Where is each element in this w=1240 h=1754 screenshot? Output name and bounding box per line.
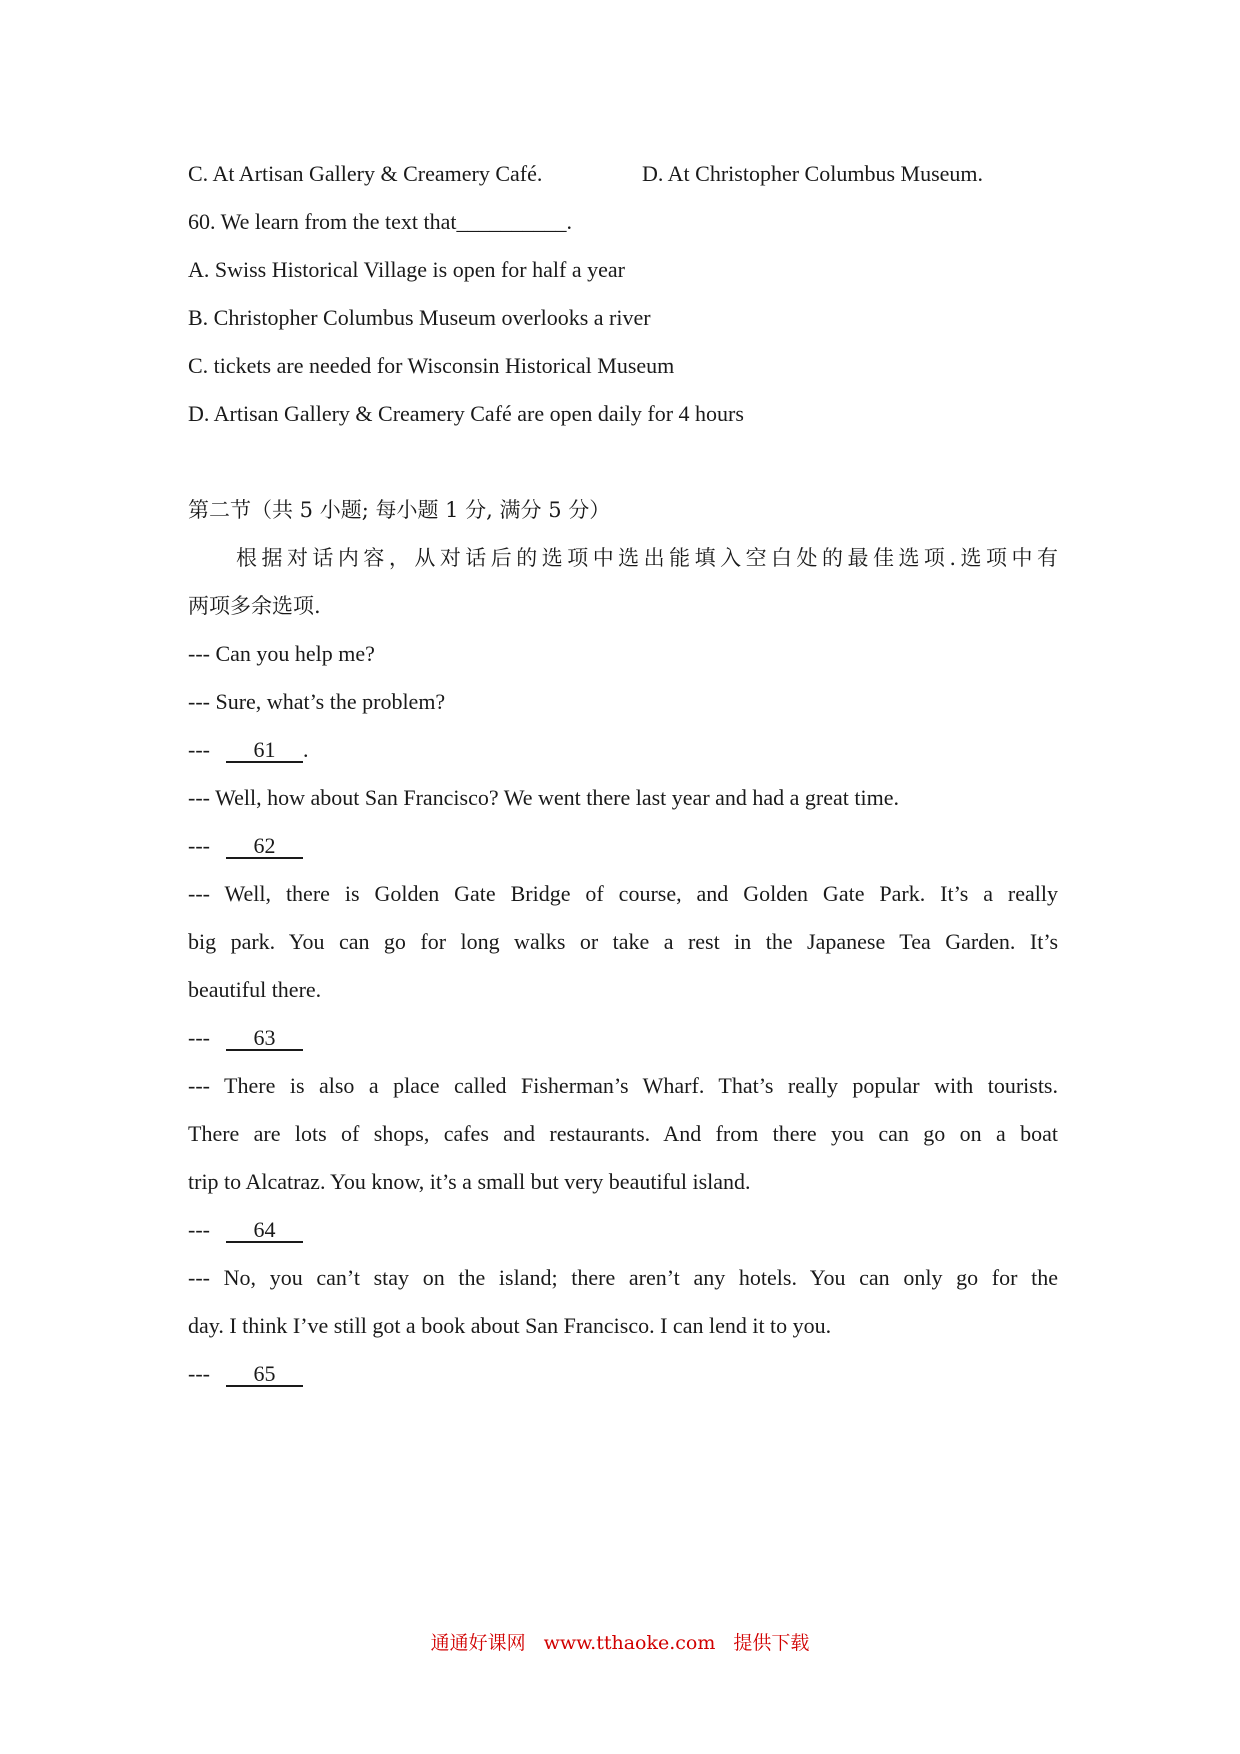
- blank-65[interactable]: 65: [253, 1361, 276, 1386]
- q59-option-c: C. At Artisan Gallery & Creamery Café.: [188, 161, 543, 186]
- dialogue-line: day. I think I’ve still got a book about San Francisco. I can lend it to you.: [188, 1313, 832, 1338]
- dialogue-dash: ---: [188, 1217, 210, 1242]
- blank-61-line: --- 61 .: [188, 737, 309, 762]
- dialogue-line: --- Well, there is Golden Gate Bridge of course, and Golden Gate Park. It’s a really: [188, 881, 1058, 906]
- blank-62[interactable]: 62: [253, 833, 276, 858]
- blank-64-line: [188, 1216, 1058, 1244]
- dialogue-line: There are lots of shops, cafes and restaurants. And from there you can go on a boat: [188, 1121, 1058, 1146]
- q59-option-d: D. At Christopher Columbus Museum.: [642, 161, 984, 186]
- q60-option-b: B. Christopher Columbus Museum overlooks a river: [188, 305, 651, 330]
- dialogue-dash: ---: [188, 833, 210, 858]
- section2-instruction-line2: 两项多余选项.: [188, 594, 321, 618]
- footer-site-name: 通通好课网: [430, 1632, 526, 1654]
- dialogue-line: --- Sure, what’s the problem?: [188, 689, 446, 714]
- dialogue-line: --- No, you can’t stay on the island; there aren’t any hotels. You can only go for the: [188, 1265, 1058, 1290]
- q59-options: [188, 160, 1058, 188]
- blank-64[interactable]: 64: [253, 1217, 276, 1242]
- section2-heading: 第二节（共 5 小题; 每小题 1 分, 满分 5 分）: [188, 498, 611, 522]
- blank-62-line: [188, 832, 1058, 860]
- blank-61[interactable]: 61: [253, 737, 276, 762]
- dialogue-dash: ---: [188, 737, 210, 762]
- q60-option-d: D. Artisan Gallery & Creamery Café are open daily for 4 hours: [188, 401, 744, 426]
- dialogue-line: --- There is also a place called Fisherman’s Wharf. That’s really popular with tourists.: [188, 1073, 1058, 1098]
- blank-63[interactable]: 63: [253, 1025, 276, 1050]
- dialogue-dash: ---: [188, 1025, 210, 1050]
- q60-stem: 60. We learn from the text that__________.: [188, 209, 572, 234]
- q60-option-a: A. Swiss Historical Village is open for half a year: [188, 257, 625, 282]
- footer-note: 提供下载: [733, 1632, 810, 1654]
- footer-watermark: [0, 1628, 1240, 1655]
- footer-url-link[interactable]: www.tthaoke.com: [543, 1632, 716, 1654]
- dialogue-line: --- Well, how about San Francisco? We went there last year and had a great time.: [188, 785, 900, 810]
- dialogue-line: trip to Alcatraz. You know, it’s a small but very beautiful island.: [188, 1169, 751, 1194]
- blank-65-line: [188, 1360, 1058, 1388]
- section2-instruction-line1: 根据对话内容，从对话后的选项中选出能填入空白处的最佳选项.选项中有: [236, 546, 1058, 570]
- dialogue-line: beautiful there.: [188, 977, 322, 1002]
- q60-option-c: C. tickets are needed for Wisconsin Historical Museum: [188, 353, 675, 378]
- dialogue-dash: ---: [188, 1361, 210, 1386]
- dialogue-line: big park. You can go for long walks or take a rest in the Japanese Tea Garden. It’s: [188, 929, 1058, 954]
- blank-63-line: [188, 1024, 1058, 1052]
- dialogue-line: --- Can you help me?: [188, 641, 375, 666]
